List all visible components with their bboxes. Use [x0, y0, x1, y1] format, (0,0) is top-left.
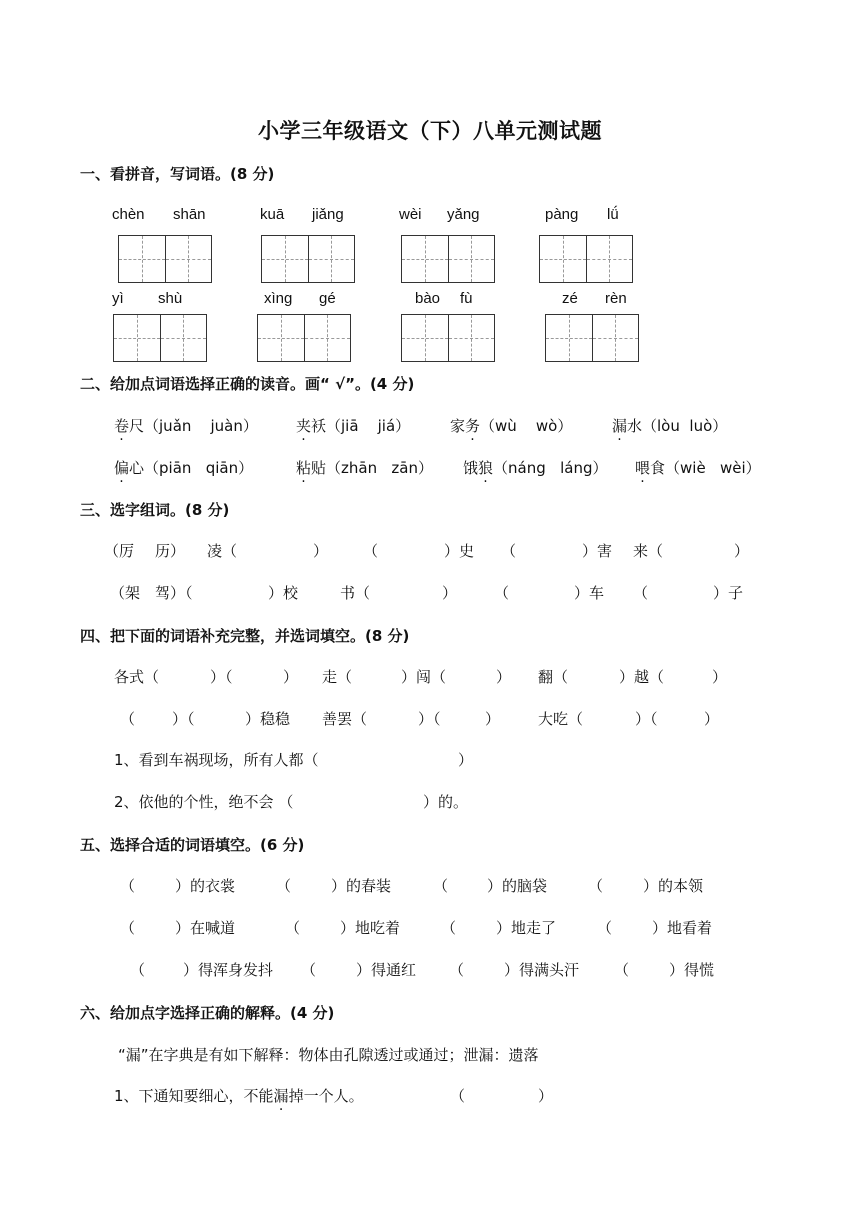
- word-fragment: 来（: [633, 542, 664, 560]
- word-fragment: ）（: [635, 710, 658, 728]
- pinyin: yì: [112, 290, 124, 307]
- pinyin: bào: [415, 290, 441, 307]
- section-4-heading: 四、把下面的词语补充完整，并选词填空。(8 分): [80, 627, 410, 645]
- pinyin: lǘ: [607, 206, 619, 223]
- word-fragment: ）在喊道: [175, 919, 236, 937]
- answer-paren-open[interactable]: （: [450, 1087, 466, 1105]
- writing-grid[interactable]: [545, 314, 639, 362]
- word-fragment: 历）: [155, 542, 186, 560]
- page-title: 小学三年级语文（下）八单元测试题: [258, 119, 602, 143]
- word-fragment: （: [285, 919, 301, 937]
- word-fragment: （: [449, 961, 465, 979]
- word-fragment: ）闯（: [401, 668, 447, 686]
- word-fragment: （: [130, 961, 146, 979]
- word-fragment: 书（: [340, 584, 371, 602]
- word-fragment: ）（: [172, 710, 195, 728]
- word-fragment: ）: [313, 542, 329, 560]
- writing-grid[interactable]: [539, 235, 633, 283]
- reading-choice[interactable]: 漏水（lòu luò）: [612, 417, 728, 435]
- word-fragment: ）得慌: [669, 961, 715, 979]
- word-fragment: （: [120, 710, 136, 728]
- word-fragment: ）越（: [619, 668, 665, 686]
- word-fragment: （: [120, 919, 136, 937]
- word-fragment: 凌（: [207, 542, 238, 560]
- word-fragment: ）: [704, 710, 720, 728]
- word-fragment: ）: [485, 710, 501, 728]
- word-fragment: ）地吃着: [340, 919, 401, 937]
- word-fragment: （: [588, 877, 604, 895]
- section-6-heading: 六、给加点字选择正确的解释。(4 分): [80, 1004, 335, 1022]
- word-fragment: （: [120, 877, 136, 895]
- word-fragment: （: [441, 919, 457, 937]
- reading-choice[interactable]: 家务（wù wò）: [450, 417, 573, 435]
- word-fragment: 善罢（: [322, 710, 368, 728]
- word-fragment: （: [276, 877, 292, 895]
- word-fragment: （: [501, 542, 517, 560]
- word-fragment: ）的衣裳: [175, 877, 236, 895]
- question-2-close: ）的。: [423, 793, 469, 811]
- word-fragment: ）地走了: [496, 919, 557, 937]
- writing-grid[interactable]: [261, 235, 355, 283]
- definition-text: “漏”在字典是有如下解释：物体由孔隙透过或通过；泄漏：遗落: [118, 1046, 539, 1064]
- word-fragment: ）得通红: [356, 961, 417, 979]
- pinyin: gé: [319, 290, 336, 307]
- pinyin: fù: [460, 290, 473, 307]
- reading-choice[interactable]: 卷尺（juǎn juàn）: [114, 417, 258, 435]
- word-fragment: ）的脑袋: [487, 877, 548, 895]
- question-2-text: 2、依他的个性，绝不会 （: [114, 793, 294, 811]
- pinyin: wèi: [399, 206, 422, 223]
- word-fragment: 驾）（: [155, 584, 193, 602]
- writing-grid[interactable]: [257, 314, 351, 362]
- word-fragment: 翻（: [538, 668, 569, 686]
- reading-choice[interactable]: 喂食（wiè wèi）: [635, 459, 761, 477]
- word-fragment: ）: [734, 542, 750, 560]
- pinyin: pàng: [545, 206, 579, 223]
- word-fragment: 大吃（: [538, 710, 584, 728]
- word-fragment: ）害: [582, 542, 613, 560]
- word-fragment: 走（: [322, 668, 353, 686]
- writing-grid[interactable]: [118, 235, 212, 283]
- word-fragment: （: [614, 961, 630, 979]
- writing-grid[interactable]: [113, 314, 207, 362]
- reading-choice[interactable]: 粘贴（zhān zān）: [296, 459, 433, 477]
- section-3-heading: 三、选字组词。(8 分): [80, 501, 230, 519]
- word-fragment: ）（: [210, 668, 233, 686]
- reading-choice[interactable]: 偏心（piān qiān）: [114, 459, 254, 477]
- word-fragment: ）得浑身发抖: [183, 961, 274, 979]
- word-fragment: ）子: [713, 584, 744, 602]
- section-1-heading: 一、看拼音，写词语。(8 分): [80, 165, 275, 183]
- word-fragment: ）（: [418, 710, 441, 728]
- word-fragment: ）: [442, 584, 458, 602]
- pinyin: jiǎng: [312, 206, 344, 223]
- reading-choice[interactable]: 夹袄（jiā jiá）: [296, 417, 411, 435]
- section-2-heading: 二、给加点词语选择正确的读音。画“ √”。(4 分): [80, 375, 415, 393]
- question-1-text: 1、看到车祸现场，所有人都（: [114, 751, 319, 769]
- word-fragment: 各式（: [114, 668, 160, 686]
- writing-grid[interactable]: [401, 314, 495, 362]
- section-5-heading: 五、选择合适的词语填空。(6 分): [80, 836, 305, 854]
- word-fragment: ）稳稳: [245, 710, 291, 728]
- pinyin: chèn: [112, 206, 145, 223]
- writing-grid[interactable]: [401, 235, 495, 283]
- word-fragment: （: [597, 919, 613, 937]
- word-fragment: ）校: [268, 584, 299, 602]
- word-fragment: ）车: [574, 584, 605, 602]
- pinyin: yǎng: [447, 206, 480, 223]
- word-fragment: ）的春装: [331, 877, 392, 895]
- word-fragment: （: [633, 584, 649, 602]
- pinyin: xìng: [264, 290, 293, 307]
- word-fragment: ）: [712, 668, 728, 686]
- reading-choice[interactable]: 饿狼（náng láng）: [463, 459, 608, 477]
- word-fragment: ）地看着: [652, 919, 713, 937]
- word-fragment: （: [433, 877, 449, 895]
- pinyin: rèn: [605, 290, 627, 307]
- pinyin: zé: [562, 290, 578, 307]
- pinyin: shù: [158, 290, 183, 307]
- pinyin: shān: [173, 206, 206, 223]
- word-fragment: （厉: [104, 542, 135, 560]
- pinyin: kuā: [260, 206, 285, 223]
- word-fragment: ）得满头汗: [504, 961, 580, 979]
- word-fragment: （: [494, 584, 510, 602]
- word-fragment: ）的本领: [643, 877, 704, 895]
- word-fragment: ）: [496, 668, 512, 686]
- question-1-close: ）: [458, 751, 474, 769]
- word-fragment: ）史: [444, 542, 475, 560]
- question-text: 1、下通知要细心，不能漏掉一个人。: [114, 1087, 364, 1105]
- word-fragment: ）: [283, 668, 299, 686]
- word-fragment: （架: [110, 584, 141, 602]
- answer-paren-close: ）: [538, 1087, 554, 1105]
- word-fragment: （: [363, 542, 379, 560]
- word-fragment: （: [301, 961, 317, 979]
